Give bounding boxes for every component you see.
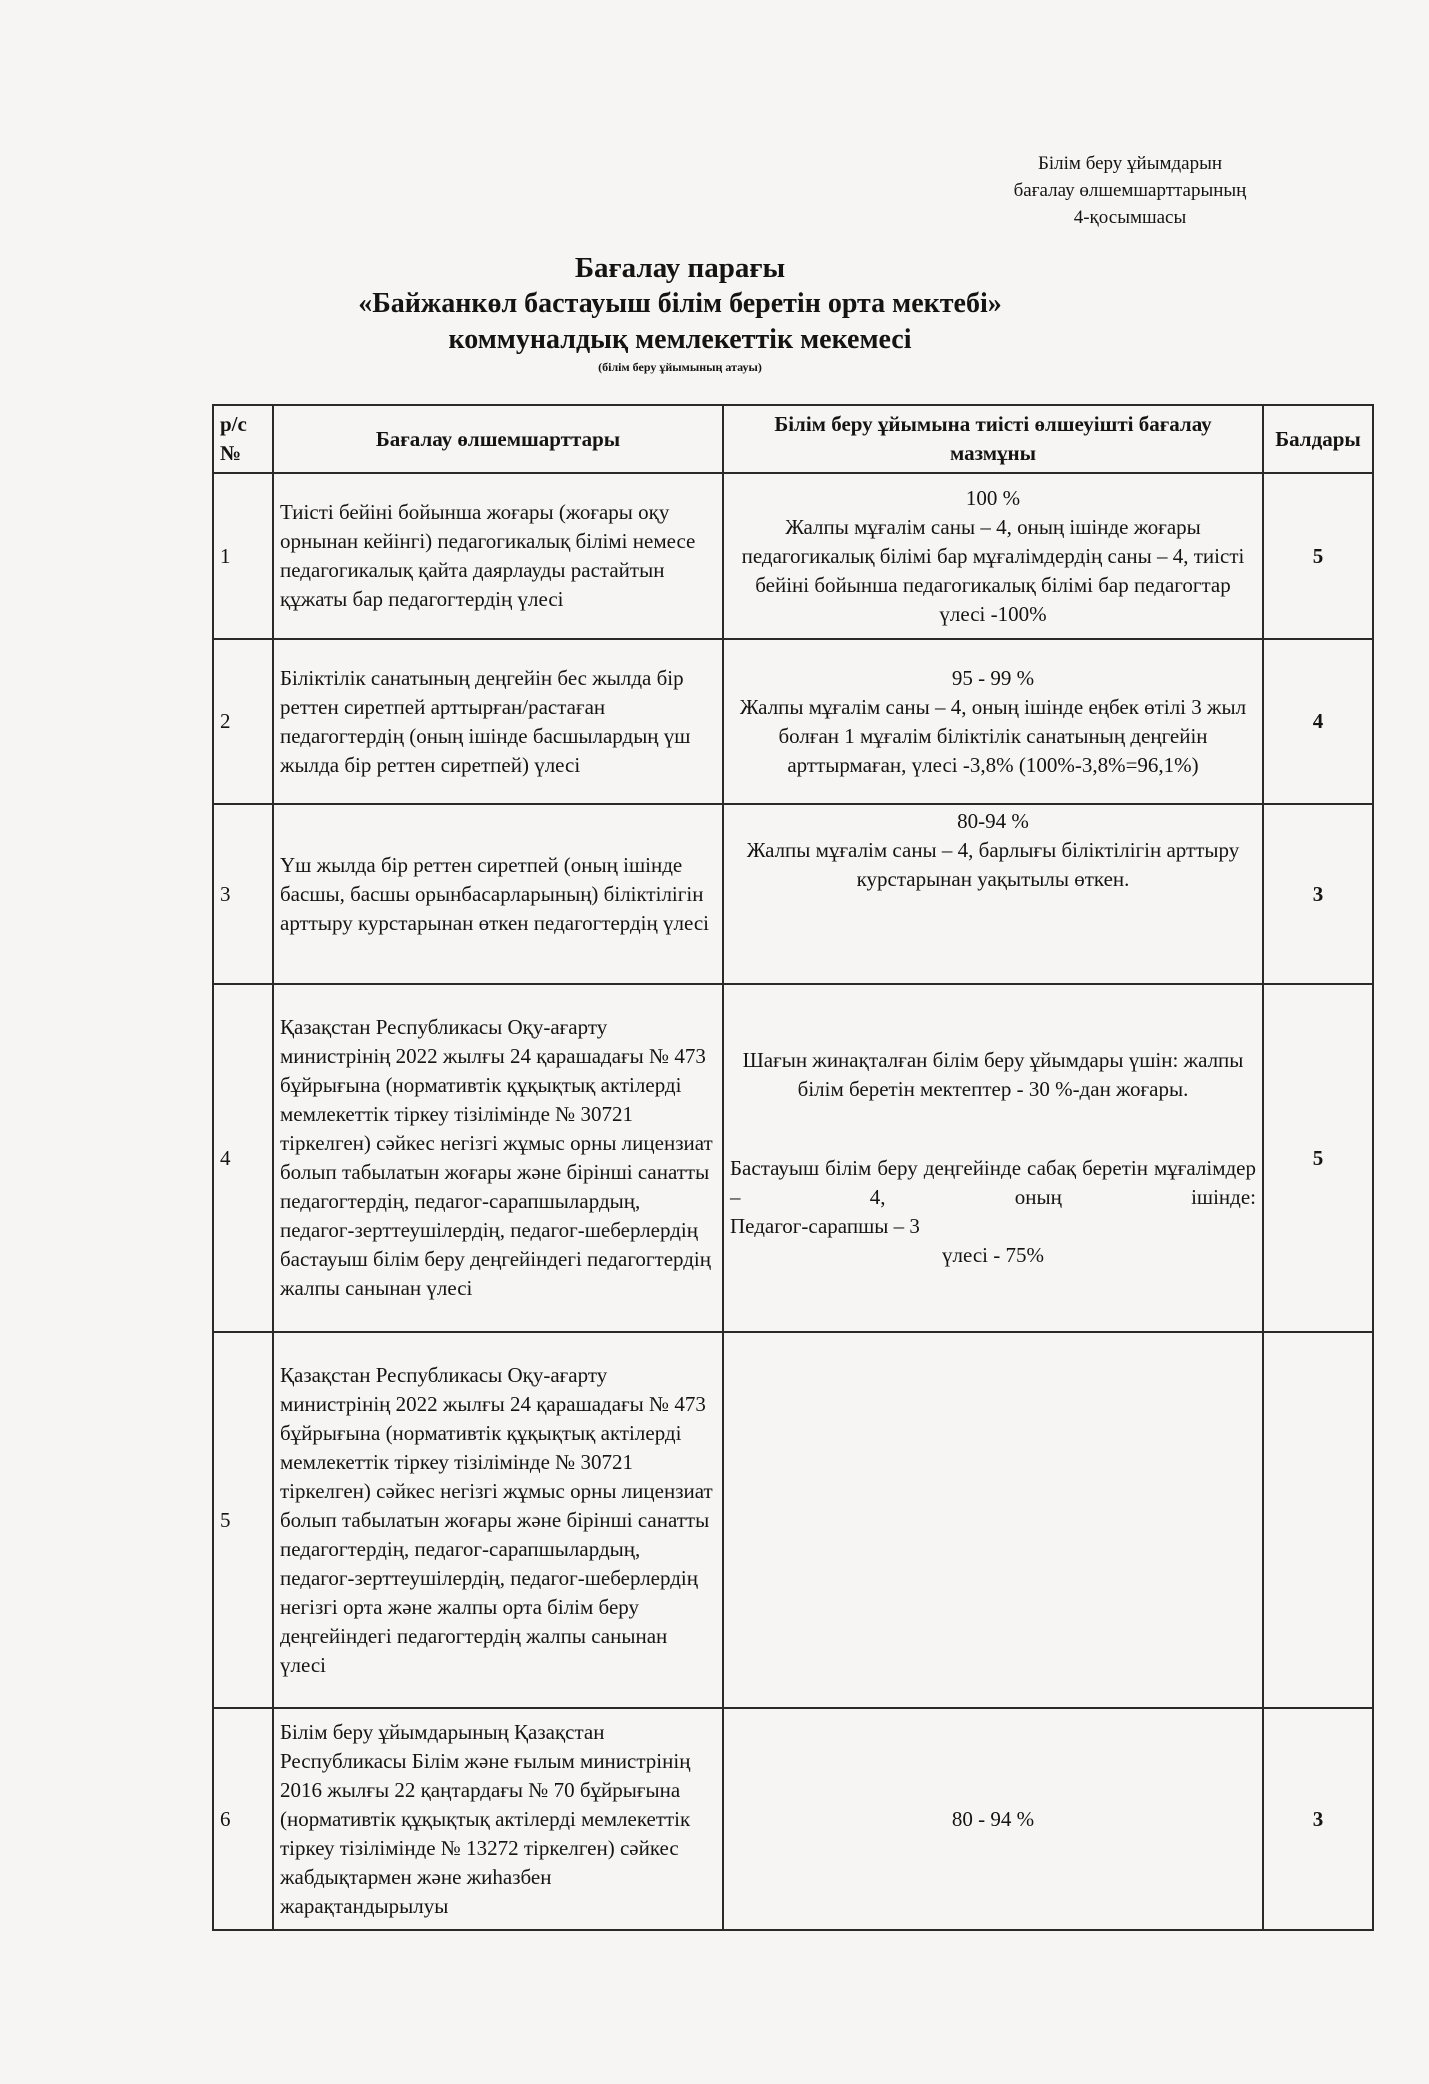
table-row [213, 1708, 1373, 1930]
appendix-line-2: бағалау өлшемшарттарының [1013, 180, 1247, 201]
content-range: 95 - 99 % [951, 665, 1035, 690]
table-row [213, 984, 1373, 1332]
header-score: Балдары [1263, 405, 1373, 473]
row-number: 6 [213, 1708, 273, 1930]
row-criteria: Қазақстан Республикасы Оқу-ағарту министрінің 2022 жылғы 24 қарашадағы № 473 бұйрығына (нормативтік құқықтық актілерді мемлекеттік тіркеу тізілімінде № 30721 тіркелген) сәйкес негізгі жұмыс орны лицензиат болып табылатын жоғары және бірінші санатты педагогтердің, педагог-сарапшылардың, педагог-зерттеушілердің, педагог-шеберлердің бастауыш білім беру деңгейіндегі педагогтердің жалпы санынан үлесі [273, 984, 723, 1332]
title-note: (білім беру ұйымының атауы) [598, 360, 762, 374]
row-score: 3 [1263, 804, 1373, 984]
row-content [723, 639, 1263, 804]
content-range: 80-94 % [957, 809, 1029, 833]
appendix-line-1: Білім беру ұйымдарын [1037, 153, 1223, 174]
row-criteria: Қазақстан Республикасы Оқу-ағарту министрінің 2022 жылғы 24 қарашадағы № 473 бұйрығына (нормативтік құқықтық актілерді мемлекеттік тіркеу тізілімінде № 30721 тіркелген) сәйкес негізгі жұмыс орны лицензиат болып табылатын жоғары және бірінші санатты педагогтердің, педагог-сарапшылардың, педагог-зерттеушілердің, педагог-шеберлердің негізгі орта және жалпы орта білім беру деңгейіндегі педагогтердің жалпы санынан үлесі [273, 1332, 723, 1708]
appendix-reference [930, 150, 1330, 231]
content-experts: Педагог-сарапшы – 3 [730, 1214, 920, 1238]
row-score [1263, 1332, 1373, 1708]
row-content: 80 - 94 % [723, 1708, 1263, 1930]
table-row [213, 639, 1373, 804]
row-content [723, 984, 1263, 1332]
header-criteria: Бағалау өлшемшарттары [273, 405, 723, 473]
evaluation-table [212, 404, 1374, 1931]
title-line-2: «Байжанкөл бастауыш білім беретін орта мектебі» [358, 288, 1002, 319]
content-share: үлесі - 75% [942, 1243, 1044, 1267]
row-content [723, 804, 1263, 984]
row-content [723, 473, 1263, 639]
appendix-line-3: 4-қосымшасы [1073, 207, 1187, 228]
table-row [213, 1332, 1373, 1708]
row-score: 5 [1263, 473, 1373, 639]
row-number: 1 [213, 473, 273, 639]
content-detail: Жалпы мұғалім саны – 4, оның ішінде еңбек өтілі 3 жыл болған 1 мұғалім біліктілік санатының деңгейін арттырмаған, үлесі -3,8% (100%-3,8%=96,1%) [739, 694, 1247, 777]
row-criteria: Үш жылда бір реттен сиретпей (оның ішінде басшы, басшы орынбасарларының) біліктілігін арттыру курстарынан өткен педагогтердің үлесі [273, 804, 723, 984]
row-criteria: Білім беру ұйымдарының Қазақстан Республикасы Білім және ғылым министрінің 2016 жылғы 22 қаңтардағы № 70 бұйрығына (нормативтік құқықтық актілерді мемлекеттік тіркеу тізілімінде № 13272 тіркелген) сәйкес жабдықтармен және жиһазбен жарақтандырылуы [273, 1708, 723, 1930]
content-detail: Жалпы мұғалім саны – 4, барлығы біліктілігін арттыру курстарынан уақытылы өткен. [746, 838, 1240, 891]
row-criteria: Біліктілік санатының деңгейін бес жылда бір реттен сиретпей арттырған/растаған педагогтердің (оның ішінде басшылардың үш жылда бір реттен сиретпей) үлесі [273, 639, 723, 804]
header-number: р/с № [213, 405, 273, 473]
row-criteria: Тиісті бейіні бойынша жоғары (жоғары оқу орнынан кейінгі) педагогикалық білімі немесе педагогикалық қайта даярлауды растайтын құжаты бар педагогтердің үлесі [273, 473, 723, 639]
row-number: 4 [213, 984, 273, 1332]
row-content [723, 1332, 1263, 1708]
row-score: 3 [1263, 1708, 1373, 1930]
row-number: 2 [213, 639, 273, 804]
title-line-1: Бағалау парағы [574, 252, 786, 284]
title-line-3: коммуналдық мемлекеттік мекемесі [448, 324, 912, 355]
table-row [213, 473, 1373, 639]
content-requirement: Шағын жинақталған білім беру ұйымдары үшін: жалпы білім беретін мектептер - 30 %-дан жоғары. [742, 1048, 1244, 1101]
document-title [200, 250, 1160, 374]
row-score: 4 [1263, 639, 1373, 804]
table-header-row [213, 405, 1373, 473]
table-row [213, 804, 1373, 984]
content-detail: Жалпы мұғалім саны – 4, оның ішінде жоғары педагогикалық білімі бар мұғалімдердің саны – 4, тиісті бейіні бойынша педагогикалық білімі бар педагогтар үлесі -100% [741, 514, 1245, 626]
content-teachers: Бастауыш білім беру деңгейінде сабақ беретін мұғалімдер – 4, оның ішінде: [730, 1156, 1256, 1209]
content-range: 100 % [965, 485, 1021, 510]
header-content: Білім беру ұйымына тиісті өлшеуішті бағалау мазмұны [723, 405, 1263, 473]
row-number: 5 [213, 1332, 273, 1708]
row-number: 3 [213, 804, 273, 984]
row-score: 5 [1263, 984, 1373, 1332]
